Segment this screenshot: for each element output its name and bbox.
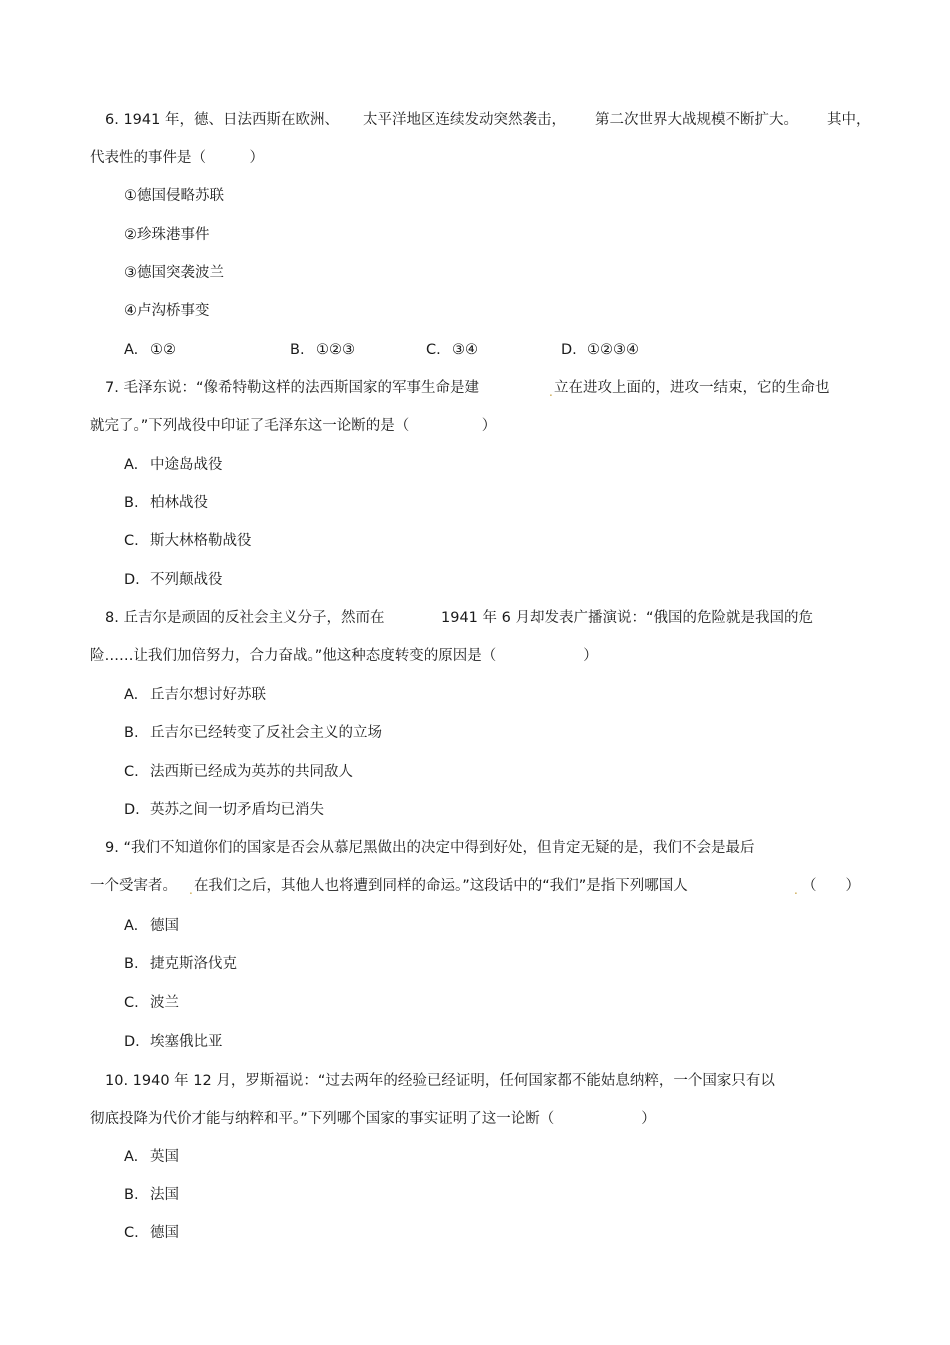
option-text: 埃塞俄比亚	[150, 1034, 223, 1050]
option-text: 德国	[150, 1225, 179, 1241]
option-label: C.	[124, 1225, 139, 1241]
option-text: ③④	[452, 342, 478, 358]
question-6-item-3: ③德国突袭波兰	[124, 265, 224, 281]
option-text: 英苏之间一切矛盾均已消失	[150, 802, 324, 818]
question-8-stem-part-2: 1941 年 6 月却发表广播演说：“俄国的危险就是我国的危	[441, 610, 813, 626]
option-label: B.	[124, 956, 139, 972]
question-10-stem-continuation: 彻底投降为代价才能与纳粹和平。”下列哪个国家的事实证明了这一论断（ ）	[90, 1111, 656, 1127]
question-9-cont-part-3: （ ）	[802, 878, 860, 894]
question-9-option-b[interactable]	[124, 954, 237, 974]
question-7-option-b[interactable]	[124, 493, 208, 513]
option-label: A.	[124, 457, 139, 473]
question-10-option-a[interactable]	[124, 1147, 179, 1167]
question-6-options	[124, 340, 684, 360]
option-label: A.	[124, 342, 139, 358]
option-label: B.	[124, 495, 139, 511]
question-6-option-d[interactable]	[561, 340, 639, 360]
annotation-dot-icon: .	[549, 385, 553, 399]
option-text: 波兰	[150, 995, 179, 1011]
question-6-item-4: ④卢沟桥事变	[124, 303, 210, 319]
question-6-stem-part-3: 第二次世界大战规模不断扩大。	[595, 112, 798, 128]
question-6-stem-part-2: 太平洋地区连续发动突然袭击，	[363, 112, 566, 128]
question-9-cont-part-1: 一个受害者。	[90, 878, 177, 894]
option-label: D.	[124, 802, 140, 818]
option-text: 不列颠战役	[150, 572, 223, 588]
question-6-option-b[interactable]	[290, 340, 355, 360]
option-label: B.	[124, 725, 139, 741]
option-text: 德国	[150, 918, 179, 934]
option-label: D.	[124, 572, 140, 588]
option-label: D.	[561, 342, 577, 358]
option-text: 斯大林格勒战役	[150, 533, 252, 549]
question-9-option-a[interactable]	[124, 916, 179, 936]
question-8-option-b[interactable]	[124, 723, 382, 743]
question-6-stem	[105, 110, 875, 130]
option-label: A.	[124, 918, 139, 934]
option-label: B.	[290, 342, 305, 358]
question-7-stem	[105, 378, 865, 398]
question-7-option-a[interactable]	[124, 455, 223, 475]
question-9-stem-continuation	[90, 876, 870, 896]
question-7-option-c[interactable]	[124, 531, 252, 551]
question-8-stem-part-1: 8. 丘吉尔是顽固的反社会主义分子，然而在	[105, 610, 385, 626]
annotation-dot-icon: .	[189, 883, 193, 897]
question-9-option-d[interactable]	[124, 1032, 223, 1052]
option-label: D.	[124, 1034, 140, 1050]
option-text: 丘吉尔已经转变了反社会主义的立场	[150, 725, 382, 741]
option-label: B.	[124, 1187, 139, 1203]
question-8-option-d[interactable]	[124, 800, 324, 820]
option-label: C.	[124, 995, 139, 1011]
option-text: ①②③④	[587, 342, 639, 358]
option-text: 法国	[150, 1187, 179, 1203]
question-8-stem	[105, 608, 865, 628]
question-6-stem-part-1: 6. 1941 年，德、日法西斯在欧洲、	[105, 112, 339, 128]
option-text: 中途岛战役	[150, 457, 223, 473]
question-10-option-c[interactable]	[124, 1223, 179, 1243]
question-8-stem-continuation: 险……让我们加倍努力，合力奋战。”他这种态度转变的原因是（ ）	[90, 648, 598, 664]
option-label: A.	[124, 687, 139, 703]
option-label: A.	[124, 1149, 139, 1165]
question-9-option-c[interactable]	[124, 993, 179, 1013]
question-6-item-2: ②珍珠港事件	[124, 227, 210, 243]
question-7-stem-part-2: 立在进攻上面的，进攻一结束，它的生命也	[554, 380, 830, 396]
question-9-cont-part-2: 在我们之后，其他人也将遭到同样的命运。”这段话中的“我们”是指下列哪国人	[194, 878, 688, 894]
question-6-option-c[interactable]	[426, 340, 478, 360]
question-8-option-c[interactable]	[124, 762, 353, 782]
question-6-stem-continuation: 代表性的事件是（ ）	[90, 150, 264, 166]
option-text: ①②③	[316, 342, 355, 358]
option-text: 英国	[150, 1149, 179, 1165]
question-6-stem-part-4: 其中，	[827, 112, 871, 128]
option-text: 柏林战役	[150, 495, 208, 511]
option-label: C.	[124, 764, 139, 780]
option-text: 法西斯已经成为英苏的共同敌人	[150, 764, 353, 780]
question-7-option-d[interactable]	[124, 570, 223, 590]
question-6-item-1: ①德国侵略苏联	[124, 188, 224, 204]
annotation-dot-icon: .	[794, 883, 798, 897]
question-8-option-a[interactable]	[124, 685, 266, 705]
question-6-option-a[interactable]	[124, 340, 176, 360]
question-10-option-b[interactable]	[124, 1185, 179, 1205]
question-10-stem: 10. 1940 年 12 月，罗斯福说：“过去两年的经验已经证明，任何国家都不能姑息纳粹，一个国家只有以	[105, 1073, 775, 1089]
question-7-stem-continuation: 就完了。”下列战役中印证了毛泽东这一论断的是（ ）	[90, 418, 497, 434]
question-9-stem: 9. “我们不知道你们的国家是否会从慕尼黑做出的决定中得到好处，但肯定无疑的是，我们不会是最后	[105, 840, 755, 856]
option-text: 捷克斯洛伐克	[150, 956, 237, 972]
option-text: ①②	[150, 342, 176, 358]
option-text: 丘吉尔想讨好苏联	[150, 687, 266, 703]
question-7-stem-part-1: 7. 毛泽东说：“像希特勒这样的法西斯国家的军事生命是建	[105, 380, 479, 396]
option-label: C.	[426, 342, 441, 358]
option-label: C.	[124, 533, 139, 549]
